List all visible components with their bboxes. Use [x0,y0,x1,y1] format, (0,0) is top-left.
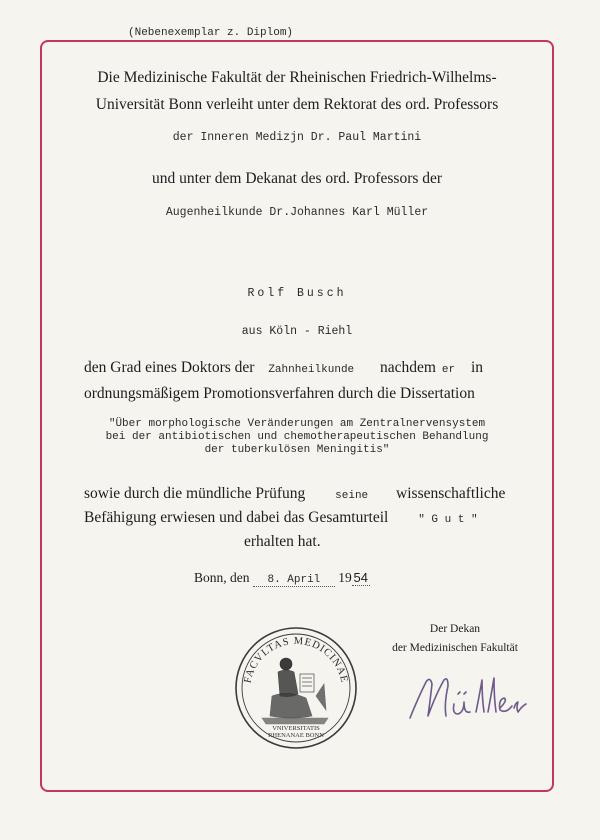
date-line [194,570,370,587]
dissertation-line-1: "Über morphologische Veränderungen am Zentralnervensystem [108,418,486,430]
exam-text-1: sowie durch die mündliche Prüfung [84,485,306,502]
recipient-name: Rolf Busch [247,287,347,300]
exam-line-2 [84,509,478,527]
date-year-suffix: 54 [353,570,368,585]
date-day-month: 8. April [253,574,335,587]
dean-title: Der Dekan [429,623,481,635]
degree-line-2: ordnungsmäßigem Promotionsverfahren durch die Dissertation [84,385,475,402]
svg-text:VNIVERSITATIS: VNIVERSITATIS [272,725,320,732]
degree-line-1 [84,359,483,377]
header-line-1: Die Medizinische Fakultät der Rheinischen Friedrich-Wilhelms- [97,69,497,86]
rector-name: der Inneren Medizjn Dr. Paul Martini [172,131,422,144]
exam-line-1 [84,485,505,503]
dissertation-line-3: der tuberkulösen Meningitis" [204,444,390,456]
exam-grade: " G u t " [418,514,478,526]
exam-text-3: Befähigung erwiesen und dabei das Gesamturteil [84,509,389,526]
degree-text-1: den Grad eines Doktors der [84,359,255,376]
dean-faculty: der Medizinischen Fakultät [392,642,518,654]
date-year-prefix: 19 [338,570,352,585]
university-seal-icon [232,624,360,752]
dean-name-typed: Augenheilkunde Dr.Johannes Karl Müller [165,206,429,219]
svg-text:RHENANAE BONN: RHENANAE BONN [268,732,324,739]
recipient-origin: aus Köln - Riehl [241,325,353,338]
dean-signature [400,668,530,728]
degree-pronoun: er [441,364,456,376]
exam-possessive: seine [335,490,369,502]
copy-note: (Nebenexemplar z. Diplom) [125,27,296,39]
exam-text-4: erhalten hat. [244,533,321,550]
svg-text:FACVLTAS MEDICINAE: FACVLTAS MEDICINAE [242,635,350,685]
degree-text-2: nachdem [380,359,436,376]
header-line-2: Universität Bonn verleiht unter dem Rektorat des ord. Professors [95,96,499,113]
exam-text-2: wissenschaftliche [396,485,506,502]
degree-field: Zahnheilkunde [268,364,355,376]
degree-text-3: in [470,359,483,376]
date-city: Bonn, den [194,570,250,585]
header-line-3: und unter dem Dekanat des ord. Professors der [151,170,443,187]
dissertation-line-2: bei der antibiotischen und chemotherapeutischen Behandlung [105,431,489,443]
